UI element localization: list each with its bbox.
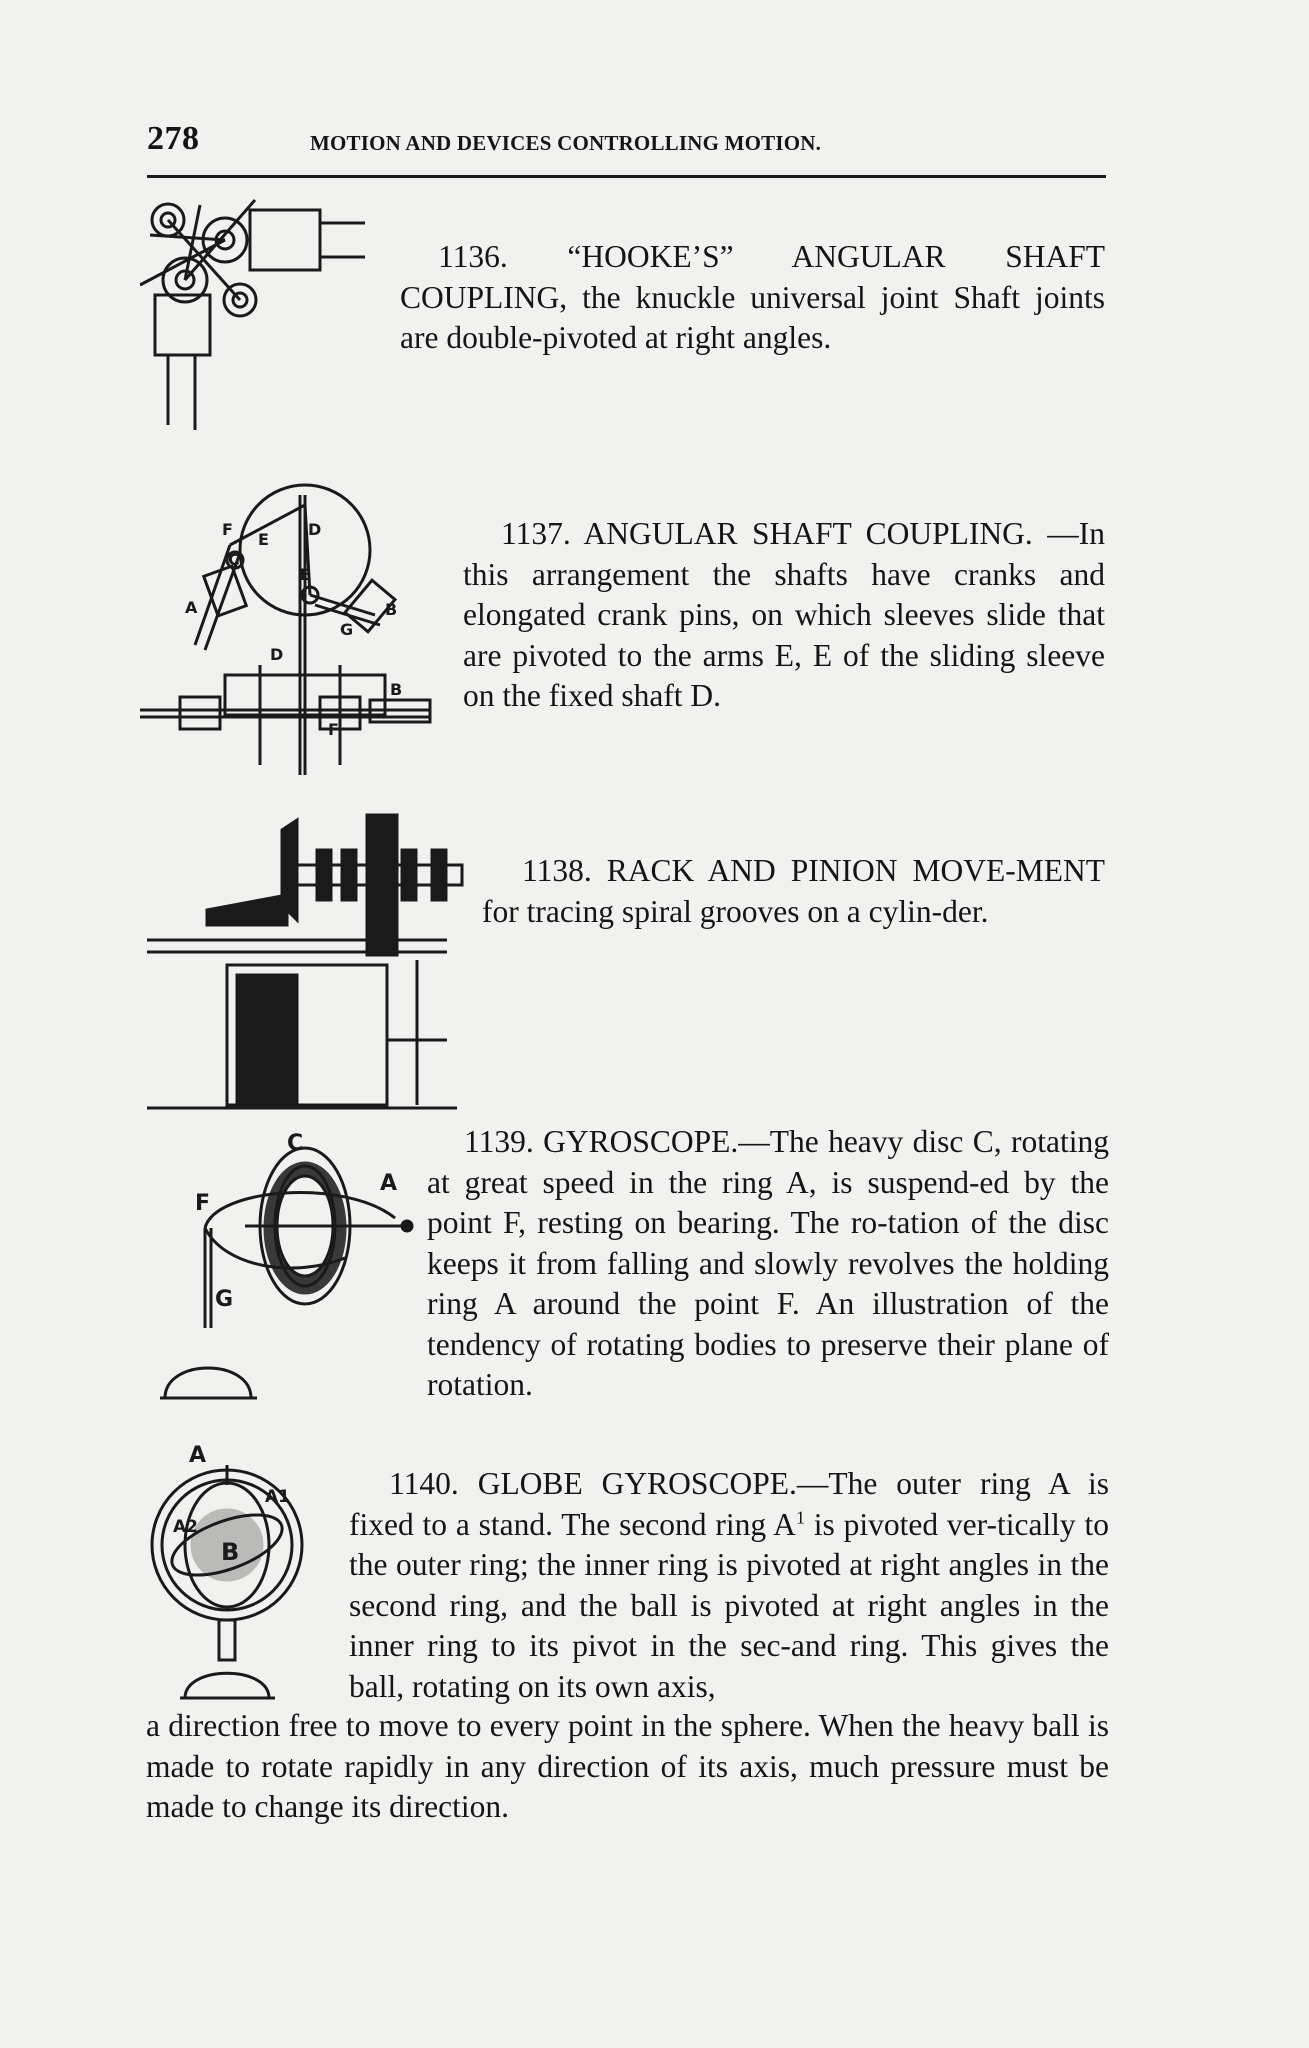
- running-head: MOTION AND DEVICES CONTROLLING MOTION.: [310, 131, 822, 155]
- fig-1137-label-f: F: [222, 520, 233, 539]
- fig-1140-label-a: A: [189, 1443, 207, 1468]
- fig-1137-label-a: A: [185, 598, 198, 617]
- fig-1140-label-a2: A2: [173, 1517, 198, 1537]
- fig-1137-label-g: G: [340, 620, 354, 639]
- fig-1140-label-a1: A1: [265, 1487, 290, 1507]
- fig-1139-label-a: A: [380, 1171, 398, 1196]
- fig-1137-label-b: B: [385, 600, 398, 619]
- fig-1137-label-d2: D: [270, 645, 284, 664]
- entry-1140: [349, 1464, 1109, 1707]
- entry-1138-text: 1138. RACK AND PINION MOVE-MENT for tracing spiral grooves on a cylin-der.: [482, 853, 1105, 929]
- fig-1137-label-b2: B: [390, 680, 403, 699]
- header-rule: [147, 175, 1106, 178]
- entry-1140-text-before-sup: 1140. GLOBE GYROSCOPE.—The outer ring A is fixed to a stand. The second ring A: [349, 1466, 1109, 1542]
- entry-1136: [400, 237, 1105, 359]
- fig-1137-label-f2: F: [328, 720, 339, 739]
- fig-1137-label-e2: E: [300, 565, 311, 584]
- entry-1137-text: 1137. ANGULAR SHAFT COUPLING. —In this arrangement the shafts have cranks and elongated crank pins, on which sleeves slide that are pivoted to the arms E, E of the sliding sleeve on the fixed shaft D.: [463, 516, 1105, 713]
- fig-1137-label-c: C: [228, 550, 240, 569]
- entry-1138: [482, 851, 1105, 932]
- fig-1139-label-c: C: [287, 1131, 304, 1156]
- fig-1137-label-d: D: [308, 520, 322, 539]
- entry-1140-text-after-sup: is pivoted ver-tically to the outer ring; the inner ring is pivoted at right angles in the second ring, and the ball is pivoted at right angles in the inner ring to its pivot in the sec-and ring. This gives the ball, rotating on its own axis,: [349, 1506, 1110, 1704]
- entry-1139-text: 1139. GYROSCOPE.—The heavy disc C, rotating at great speed in the ring A, is suspend-ed by the point F, resting on bearing. The ro-tation of the disc keeps it from falling and slowly revolves the holding ring A around the point F. An illustration of the tendency of rotating bodies to preserve their plane of rotation.: [427, 1124, 1109, 1402]
- entry-1140-text-part1: [349, 1464, 1109, 1707]
- fig-1139-label-f: F: [195, 1191, 211, 1216]
- entry-1136-text: 1136. “HOOKE’S” ANGULAR SHAFT COUPLING, the knuckle universal joint Shaft joints are double-pivoted at right angles.: [400, 239, 1105, 355]
- fig-1137-label-e: E: [258, 530, 269, 549]
- figure-1138-rack-and-pinion: [147, 810, 467, 1115]
- entry-1139: [427, 1122, 1109, 1406]
- entry-1140-text-part2: a direction free to move to every point in the sphere. When the heavy ball is made to rotate rapidly in any direction of its axis, much pressure must be made to change its direction.: [146, 1708, 1109, 1824]
- superscript-1: 1: [795, 1507, 805, 1527]
- figure-1140-globe-gyroscope: [145, 1440, 345, 1710]
- figure-1136-hookes-coupling: [140, 195, 380, 445]
- entry-1137: [463, 514, 1105, 717]
- figure-1137-angular-coupling: [140, 475, 460, 785]
- fig-1140-label-b: B: [221, 1538, 240, 1566]
- entry-1140-continued: [146, 1706, 1109, 1828]
- fig-1139-label-g: G: [215, 1287, 234, 1312]
- figure-1139-gyroscope: [145, 1128, 425, 1408]
- page-number: 278: [147, 120, 200, 157]
